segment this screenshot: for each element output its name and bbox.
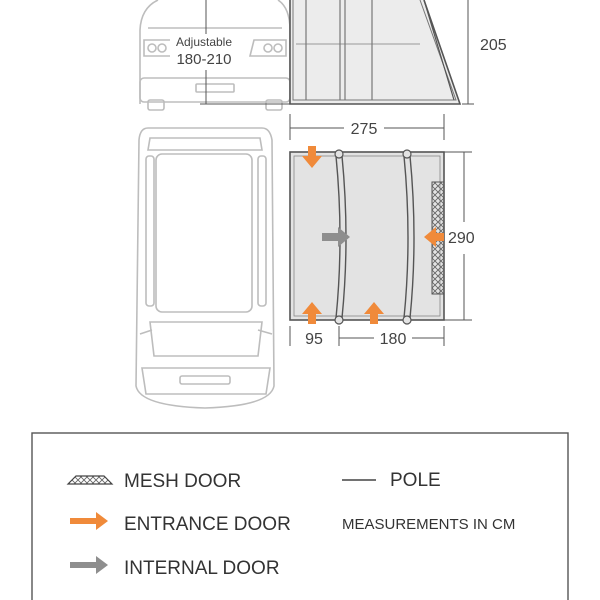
width-dimension-label: 275	[350, 121, 378, 138]
legend-entrance-door: ENTRANCE DOOR	[124, 514, 291, 535]
awning-side-view	[200, 0, 474, 104]
depth-dimension-label: 290	[448, 230, 475, 247]
legend-pole: POLE	[390, 470, 441, 491]
legend-measurements: MEASUREMENTS IN CM	[342, 516, 516, 533]
awning-floor-plan	[290, 150, 444, 324]
height-dimension-label: 205	[480, 37, 507, 54]
van-top-view	[136, 128, 274, 408]
adjustable-label: Adjustable	[175, 35, 233, 49]
legend-mesh-door: MESH DOOR	[124, 471, 242, 492]
adjustable-range-label: 180-210	[176, 51, 232, 68]
door-right-dimension-label: 180	[379, 331, 407, 348]
mesh-door-icon	[68, 476, 112, 484]
door-left-dimension-label: 95	[305, 331, 323, 348]
legend-internal-door: INTERNAL DOOR	[124, 558, 280, 579]
